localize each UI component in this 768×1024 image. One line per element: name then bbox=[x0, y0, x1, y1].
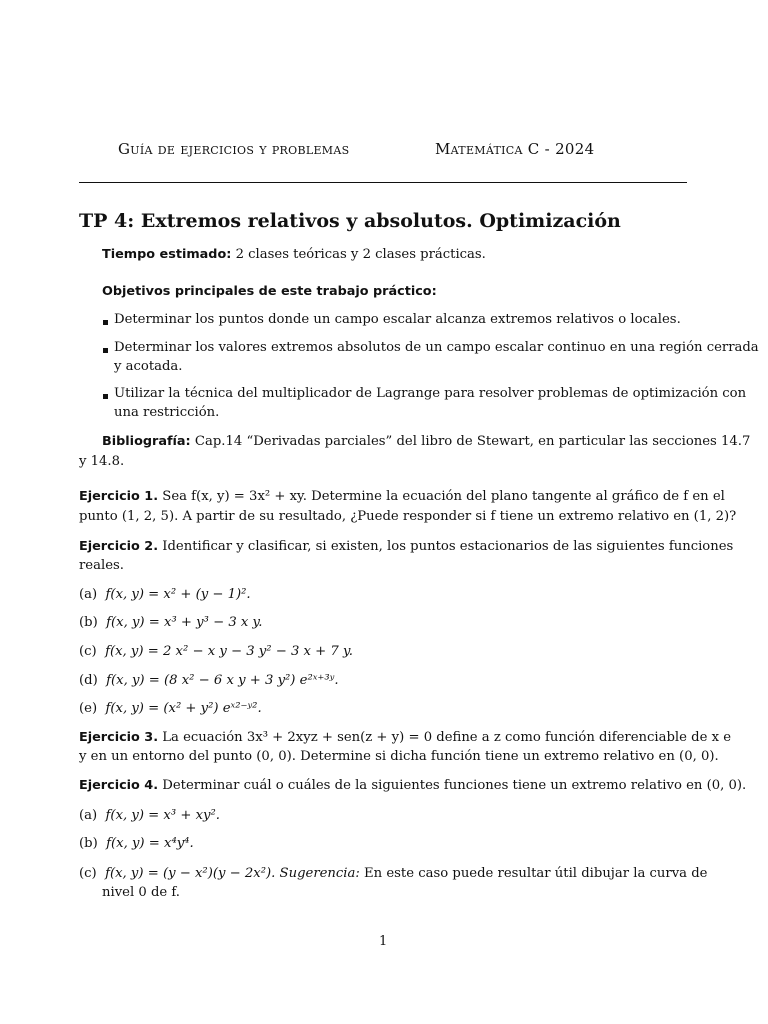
tiempo-label: Tiempo estimado: bbox=[102, 247, 232, 262]
header-left: Guía de ejercicios y problemas bbox=[118, 140, 350, 158]
ejercicio-1-label: Ejercicio 1. bbox=[79, 489, 159, 504]
item-expr: f(x, y) = (y − x²)(y − 2x²). bbox=[105, 866, 276, 881]
item-tag: (a) bbox=[79, 587, 98, 602]
item-expr: f(x, y) = x³ + y³ − 3 x y. bbox=[106, 615, 263, 630]
ejercicio-2-line2: reales. bbox=[79, 558, 124, 573]
ejercicio-3-label: Ejercicio 3. bbox=[79, 730, 159, 745]
objetivo-item-3-line2: una restricción. bbox=[114, 405, 220, 420]
ejercicio-4-label: Ejercicio 4. bbox=[79, 778, 159, 793]
ej4-item-a bbox=[79, 805, 220, 826]
item-expr: f(x, y) = x³ + xy². bbox=[105, 808, 220, 823]
item-expr: f(x, y) = (8 x² − 6 x y + 3 y²) e²ˣ⁺³ʸ. bbox=[106, 673, 339, 688]
ej2-item-d bbox=[79, 670, 339, 691]
ejercicio-4-line1 bbox=[79, 775, 746, 796]
ej2-item-e bbox=[79, 698, 262, 719]
item-tag: (c) bbox=[79, 644, 97, 659]
item-tag: (b) bbox=[79, 836, 98, 851]
sugerencia-text: En este caso puede resultar útil dibujar la curva de bbox=[364, 866, 708, 881]
bibliografia-label: Bibliografía: bbox=[102, 434, 191, 449]
ejercicio-1-text: Sea f(x, y) = 3x² + xy. Determine la ecuación del plano tangente al gráfico de f en el bbox=[162, 489, 725, 504]
bibliografia-text: Cap.14 “Derivadas parciales” del libro de Stewart, en particular las secciones 14.7 bbox=[194, 434, 751, 449]
ej4-item-b bbox=[79, 833, 194, 854]
ejercicio-2-label: Ejercicio 2. bbox=[79, 539, 159, 554]
item-expr: f(x, y) = x² + (y − 1)². bbox=[105, 587, 251, 602]
ejercicio-3-line2: y en un entorno del punto (0, 0). Determine si dicha función tiene un extremo relativo en (0, 0). bbox=[79, 749, 719, 764]
item-tag: (b) bbox=[79, 615, 98, 630]
header-rule bbox=[79, 182, 687, 183]
objetivos-heading: Objetivos principales de este trabajo práctico: bbox=[102, 284, 437, 299]
ejercicio-1-line1 bbox=[79, 486, 725, 507]
ejercicio-3-line1 bbox=[79, 727, 731, 748]
bibliografia-line2: y 14.8. bbox=[79, 454, 125, 469]
bullet-icon bbox=[103, 348, 108, 353]
ejercicio-4-text: Determinar cuál o cuáles de la siguientes funciones tiene un extremo relativo en (0, 0). bbox=[162, 778, 747, 793]
item-tag: (e) bbox=[79, 701, 98, 716]
ej2-item-b bbox=[79, 612, 262, 633]
header-right: Matemática C - 2024 bbox=[435, 140, 595, 158]
item-expr: f(x, y) = 2 x² − x y − 3 y² − 3 x + 7 y. bbox=[105, 644, 353, 659]
page-title: TP 4: Extremos relativos y absolutos. Optimización bbox=[79, 210, 621, 232]
ej2-item-c bbox=[79, 641, 353, 662]
objetivo-item-2-line1: Determinar los valores extremos absolutos de un campo escalar continuo en una región cerrada bbox=[114, 340, 759, 355]
page-number: 1 bbox=[379, 934, 388, 949]
item-expr: f(x, y) = x⁴y⁴. bbox=[106, 836, 194, 851]
ej4-item-c bbox=[79, 863, 707, 884]
bibliografia-line1 bbox=[102, 431, 750, 452]
ejercicio-2-text: Identificar y clasificar, si existen, los puntos estacionarios de las siguientes funciones bbox=[162, 539, 734, 554]
item-expr: f(x, y) = (x² + y²) eˣ²⁻ʸ². bbox=[105, 701, 262, 716]
sugerencia-label: Sugerencia: bbox=[279, 866, 360, 881]
item-tag: (d) bbox=[79, 673, 98, 688]
objetivo-item-3-line1: Utilizar la técnica del multiplicador de Lagrange para resolver problemas de optimización con bbox=[114, 386, 747, 401]
tiempo-text: 2 clases teóricas y 2 clases prácticas. bbox=[235, 247, 486, 262]
item-tag: (c) bbox=[79, 866, 97, 881]
bullet-icon bbox=[103, 320, 108, 325]
ejercicio-3-text: La ecuación 3x³ + 2xyz + sen(z + y) = 0 define a z como función diferenciable de x e bbox=[162, 730, 731, 745]
ej4-item-c-line2: nivel 0 de f. bbox=[102, 885, 180, 900]
objetivo-item-1: Determinar los puntos donde un campo escalar alcanza extremos relativos o locales. bbox=[114, 312, 681, 327]
ej2-item-a bbox=[79, 584, 251, 605]
bullet-icon bbox=[103, 394, 108, 399]
ejercicio-1-line2: punto (1, 2, 5). A partir de su resultado, ¿Puede responder si f tiene un extremo relativo en (1, 2)? bbox=[79, 509, 737, 524]
item-tag: (a) bbox=[79, 808, 98, 823]
objetivo-item-2-line2: y acotada. bbox=[114, 359, 183, 374]
ejercicio-2-line1 bbox=[79, 536, 733, 557]
tiempo-estimado bbox=[102, 244, 486, 265]
